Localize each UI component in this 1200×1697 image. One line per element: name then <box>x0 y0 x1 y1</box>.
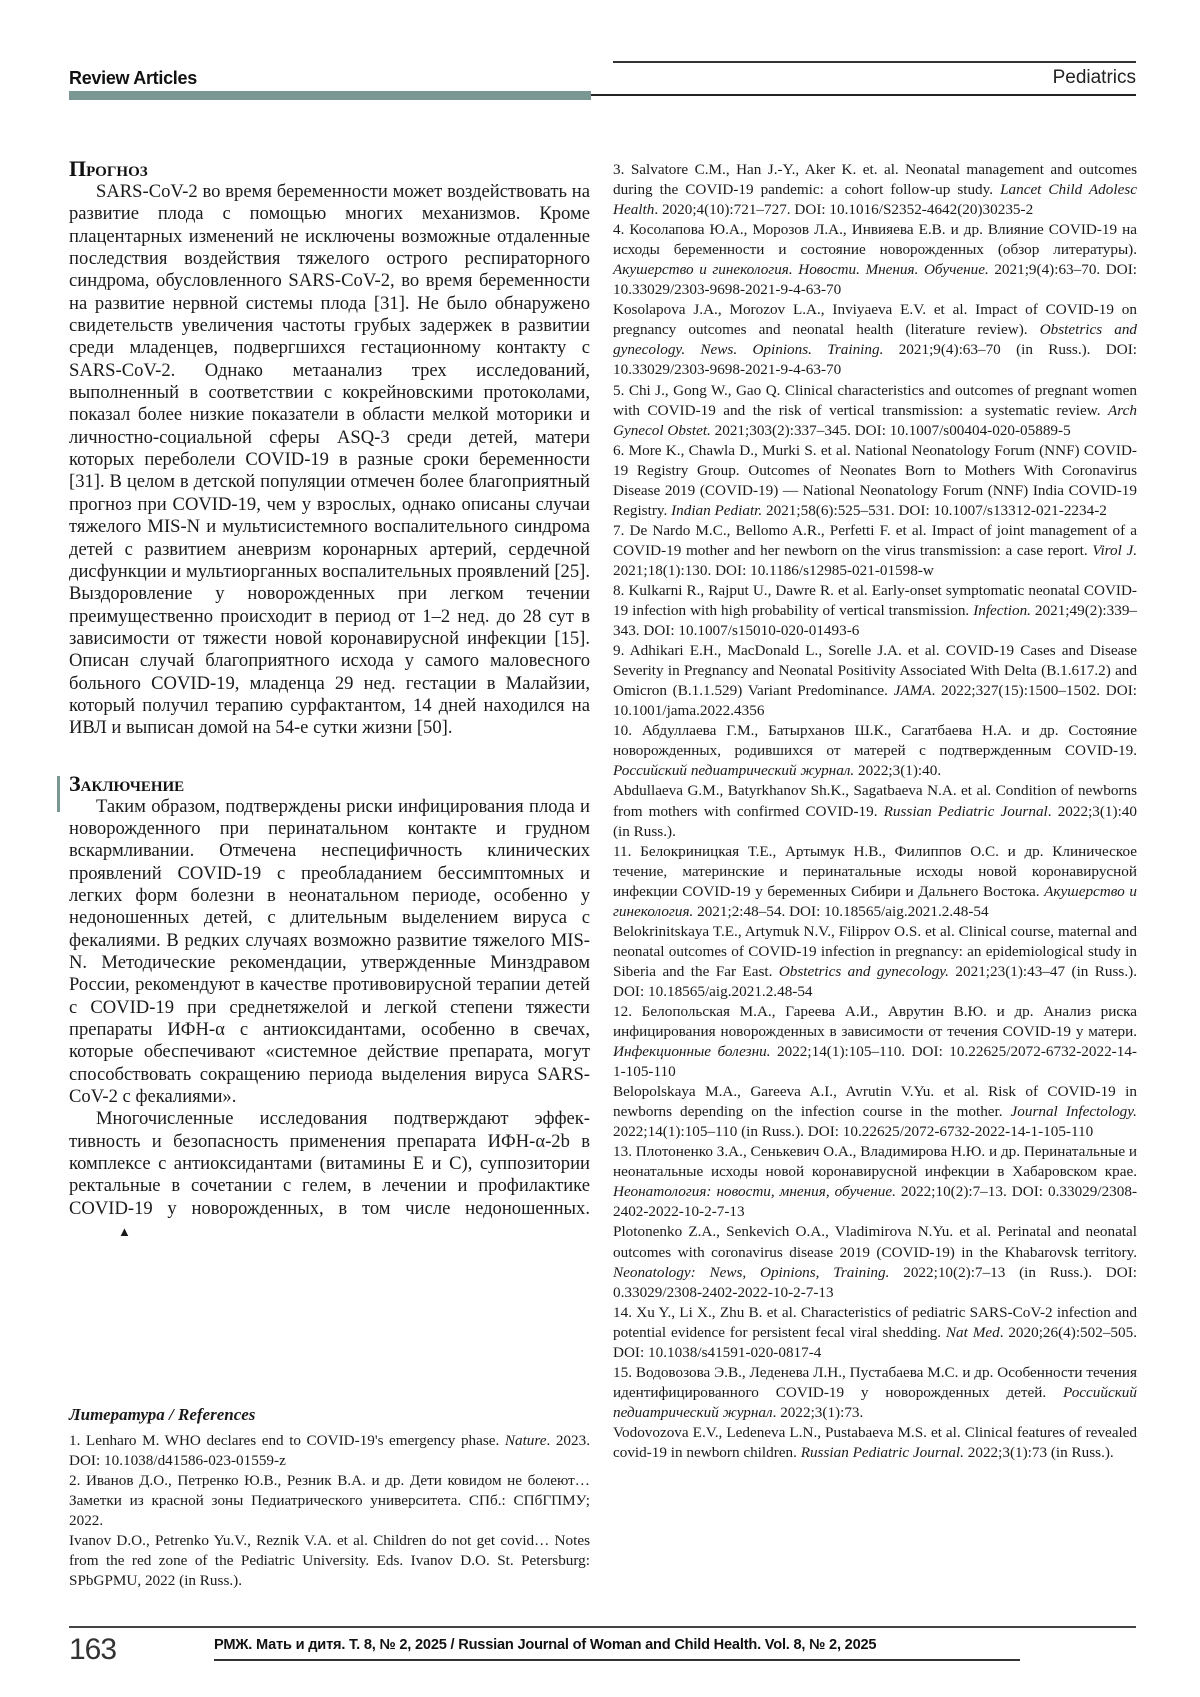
reference-item: Ivanov D.O., Petrenko Yu.V., Reznik V.A. et al. Children do not get covid… Notes from the red zone of the Pediatric University. Eds. Ivanov D.O. St. Petersburg: SPbGPMU, 2022 (in Russ.). <box>69 1532 590 1590</box>
section-spacer <box>69 740 590 772</box>
page-number: 163 <box>69 1633 117 1666</box>
references-column-left <box>69 1405 590 1591</box>
reference-item: 10. Абдуллаева Г.М., Батырханов Ш.К., Сагатбаева Н.А. и др. Состояние новорожденных, родившихся от матерей с подтвержденным COVID-19. Российский педиатрический журнал. 2022;3(1):40. <box>613 722 1137 780</box>
main-text-column <box>69 157 590 1243</box>
reference-item: Belokrinitskaya T.E., Artymuk N.V., Filippov O.S. et al. Clinical course, maternal and neonatal outcomes of COVID-19 infection in pregnancy: an epidemiological study in Siberia and the Far East. Obstetrics and gynecology. 2021;23(1):43–47 (in Russ.). DOI: 10.18565/aig.2021.2.48-54 <box>613 922 1137 1000</box>
reference-item: 12. Белопольская М.А., Гареева А.И., Аврутин В.Ю. и др. Анализ риска инфицирования новорожденных в зависимости от течения COVID-19 у матери. Инфекционные болезни. 2022;14(1):105–110. DOI: 10.22625/2072-6732-2022-14-1-105-110 <box>613 1002 1137 1081</box>
reference-item: 13. Плотоненко З.А., Сенькевич О.А., Владимирова Н.Ю. и др. Перинатальные и неонатальные исходы новой коронавирусной инфекции в Хабаровском крае. Неонатология: новости, мнения, обучение. 2022;10(2):7–13. DOI: 0.33029/2308-2402-2022-10-2-7-13 <box>613 1143 1138 1221</box>
journal-citation: РМЖ. Мать и дитя. Т. 8, № 2, 2025 / Russian Journal of Woman and Child Health. Vol. 8, № 2, 2025 <box>214 1637 877 1653</box>
references-list-left <box>69 1431 590 1591</box>
reference-item: Abdullaeva G.M., Batyrkhanov Sh.K., Sagatbaeva N.A. et al. Condition of newborns from mothers with confirmed COVID-19. Russian Pediatric Journal. 2022;3(1):40 (in Russ.). <box>613 782 1137 840</box>
reference-item: Kosolapova J.A., Morozov L.A., Inviyaeva E.V. et al. Impact of COVID-19 on pregnancy outcomes and neonatal health (literature review). Obstetrics and gynecology. News. Opinions. Training. 2021;9(4):63–70 (in Russ.). DOI: 10.33029/2303-9698-2021-9-4-63-70 <box>613 301 1138 379</box>
conclusion-paragraph: Таким образом, подтверждены риски инфицирования плода и новорожденного при перинатальном контакте и грудном вскармливании. Отмечена неспецифичность клинических проявлений COVID-19 с преобладанием бессимптомных и легких форм болезни в неонатальном периоде, особенно у недоношенных детей, с длительным выделением вируса с фекалиями. В редких случаях возможно развитие тяжелого MIS-N. Методические рекомендации, утвержденные Минздравом России, рекомендуют в качестве противовирусной терапии детей с COVID-19 при среднетяжелой и легкой степени тяжести препараты ИФН-α с антиоксидантами, особенно в свечах, которые обеспечивают «системное действие препарата, могут способствовать сокращению периода выделения вируса SARS-CoV-2 с фекалиями». <box>69 795 590 1108</box>
reference-item: 14. Xu Y., Li X., Zhu B. et al. Characteristics of pediatric SARS-CoV-2 infection and potential evidence for persistent fecal viral shedding. Nat Med. 2020;26(4):502–505. DOI: 10.1038/s41591-020-0817-4 <box>613 1303 1137 1361</box>
references-title: Литература / References <box>69 1405 256 1424</box>
conclusion-paragraph-text: Многочисленные исследования подтверждают эффективность и безопасность применения препарата ИФН-α-2b в комплексе с антиоксидантами (витамины E и C), суппозитории ректальные в сочетании с гелем, в лечении и профилактике COVID-19 у новорожденных, в том числе недоношенных. <box>69 1108 590 1219</box>
section-title-prognosis: Прогноз <box>69 156 148 181</box>
reference-item: 9. Adhikari E.H., MacDonald L., Sorelle J.A. et al. COVID-19 Cases and Disease Severity in Pregnancy and Neonatal Positivity Associated With Delta (B.1.617.2) and Omicron (B.1.1.529) Variant Predominance. JAMA. 2022;327(15):1500–1502. DOI: 10.1001/jama.2022.4356 <box>613 642 1137 720</box>
reference-item: 11. Белокриницкая Т.Е., Артымук Н.В., Филиппов О.С. и др. Клиническое течение, материнские и перинатальные исходы новой коронавирусной инфекции COVID-19 у беременных Сибири и Дальнего Востока. Акушерство и гинекология. 2021;2:48–54. DOI: 10.18565/aig.2021.2.48-54 <box>613 842 1137 920</box>
reference-item: 5. Chi J., Gong W., Gao Q. Clinical characteristics and outcomes of pregnant women with COVID-19 and the risk of vertical transmission: a systematic review. Arch Gynecol Obstet. 2021;303(2):337–345. DOI: 10.1007/s00404-020-05889-5 <box>613 381 1137 439</box>
reference-item: 2. Иванов Д.О., Петренко Ю.В., Резник В.А. и др. Дети ковидом не болеют… Заметки из красной зоны Педиатрического университета. СПб.: СПбГПМУ; 2022. <box>69 1472 590 1530</box>
conclusion-paragraph <box>69 1108 590 1243</box>
reference-item: 8. Kulkarni R., Rajput U., Dawre R. et al. Early-onset symptomatic neonatal COVID-19 infection with high probability of vertical transmission. Infection. 2021;49(2):339–343. DOI: 10.1007/s15010-020-01493-6 <box>613 581 1138 640</box>
header-rule-top <box>613 61 1136 63</box>
footer-journal-underline <box>214 1659 1020 1661</box>
reference-item: Vodovozova E.V., Ledeneva L.N., Pustabaeva M.S. et al. Clinical features of revealed covid-19 in newborn children. Russian Pediatric Journal. 2022;3(1):73 (in Russ.). <box>613 1423 1137 1461</box>
reference-item: 4. Косолапова Ю.А., Морозов Л.А., Инвияева Е.В. и др. Влияние COVID-19 на исходы беременности и состояние новорожденных (обзор литературы). Акушерство и гинекология. Новости. Мнения. Обучение. 2021;9(4):63–70. DOI: 10.33029/2303-9698-2021-9-4-63-70 <box>613 221 1137 299</box>
reference-item: Belopolskaya M.A., Gareeva A.I., Avrutin V.Yu. et al. Risk of COVID-19 in newborns depending on the infection course in the mother. Journal Infectology. 2022;14(1):105–110 (in Russ.). DOI: 10.22625/2072-6732-2022-14-1-105-110 <box>613 1083 1137 1141</box>
section-title-conclusion: Заключение <box>69 772 590 796</box>
references-list-right <box>613 160 1137 1463</box>
header-accent-bar <box>69 91 591 100</box>
prognosis-paragraph: SARS-CoV-2 во время беременности может воздействовать на развитие плода с помощью многих механизмов. Кроме плацентарных изменений не исключены возможные отдаленные последствия воздействия тяжелого острого респираторного синдрома, обусловленного SARS-CoV-2, во время беременности на развитие нервной системы плода [31]. Не было обнаружено свидетельств увеличения частоты грубых задержек в развитии среди младенцев, подвергшихся гестационному контакту с SARS-CoV-2. Однако метаанализ трех исследований, выполненный в соответствии с кокрейновскими протоколами, показал более низкие показатели в области мелкой моторики и личностно-социальной сферы ASQ-3 среди детей, матери которых переболели COVID-19 в разные сроки беременности [31]. В целом в детской популяции отмечен более благоприятный прогноз при COVID-19, чем у взрослых, однако описаны случаи тяжелого MIS-N и мультисистемного воспалительного синдрома детей с развитием аневризм коронарных артерий, сердечной дисфункции и мультиорганных воспалительных проявлений [25]. Выздоровление у новорожденных при легком течении преимущественно происходит в период от 1–2 нед. до 28 сут в зависимости от тяжести новой коронавирусной инфекции [15]. Описан случай благоприятного исхода у самого маловесного больного COVID-19, младенца 29 нед. гестации в Малайзии, который получил терапию сурфактантом, 14 дней находился на ИВЛ и выписан домой на 54-е сутки жизни [50]. <box>69 181 590 739</box>
references-column-right <box>613 160 1137 1463</box>
header-specialty-label: Pediatrics <box>1052 67 1136 88</box>
reference-item: 7. De Nardo M.C., Bellomo A.R., Perfetti F. et al. Impact of joint management of a COVID-19 mother and her newborn on the virus transmission: a case report. Virol J. 2021;18(1):130. DOI: 10.1186/s12985-021-01598-w <box>613 521 1137 579</box>
reference-item: Plotonenko Z.A., Senkevich O.A., Vladimirova N.Yu. et al. Perinatal and neonatal outcomes with coronavirus disease 2019 (COVID-19) in the Khabarovsk territory. Neonatology: News, Opinions, Training. 2022;10(2):7–13 (in Russ.). DOI: 0.33029/2308-2402-2022-10-2-7-13 <box>613 1223 1138 1301</box>
reference-item: 3. Salvatore C.M., Han J.-Y., Aker K. et. al. Neonatal management and outcomes during the COVID-19 pandemic: a cohort follow-up study. Lancet Child Adolesc Health. 2020;4(10):721–727. DOI: 10.1016/S2352-4642(20)30235-2 <box>613 161 1137 219</box>
footer-rule <box>69 1626 1136 1628</box>
header-section-label: Review Articles <box>69 68 197 88</box>
reference-item: 1. Lenharo M. WHO declares end to COVID-19's emergency phase. Nature. 2023. DOI: 10.1038/d41586-023-01559-z <box>69 1432 590 1470</box>
reference-item: 15. Водовозова Э.В., Леденева Л.Н., Пустабаева М.С. и др. Особенности течения идентифицированного COVID-19 у новорожденных детей. Российский педиатрический журнал. 2022;3(1):73. <box>613 1363 1137 1421</box>
end-of-article-triangle-icon: ▲ <box>118 1224 131 1240</box>
reference-item: 6. More K., Chawla D., Murki S. et al. National Neonatology Forum (NNF) COVID-19 Registry Group. Outcomes of Neonates Born to Mothers With Coronavirus Disease 2019 (COVID-19) — National Neonatology Forum (NNF) India COVID-19 Registry. Indian Pediatr. 2021;58(6):525–531. DOI: 10.1007/s13312-021-2234-2 <box>613 441 1137 519</box>
header-rule-bottom <box>591 94 1136 96</box>
